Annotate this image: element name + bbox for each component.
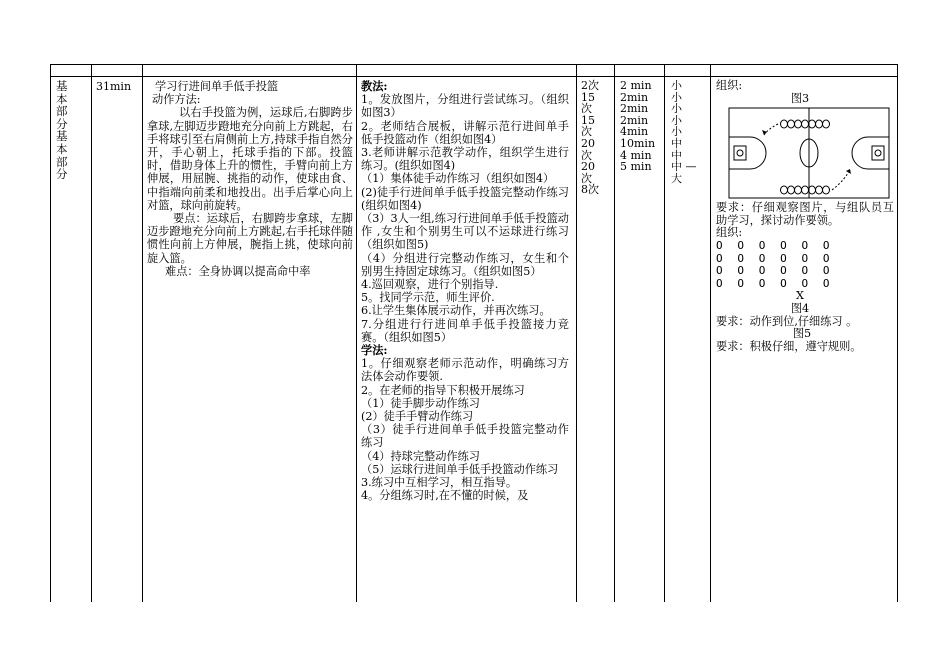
duration-value: 4min — [620, 125, 649, 139]
teach-item: （1）集体徒手动作练习（组织如图4） — [361, 172, 555, 186]
col-border-1 — [91, 64, 92, 602]
repetitions — [581, 80, 607, 196]
teach-item: 6.让学生集体展示动作，并再次练习。 — [361, 304, 551, 318]
learn-item: （5）运球行进间单手低手投篮动作练习 — [361, 462, 559, 476]
learn-heading: 学法: — [361, 343, 388, 358]
intensity-value: 中 — [671, 136, 682, 150]
learn-item: （4）持球完整动作练习 — [361, 449, 480, 463]
repetition-value: 次 — [581, 125, 592, 139]
repetition-value: 15 — [581, 90, 595, 104]
learn-item: 4。分组练习时,在不懂的时候，及 — [361, 489, 529, 503]
col-border-4 — [576, 64, 577, 602]
teach-heading: 教法: — [361, 79, 388, 93]
durations — [620, 80, 660, 173]
teach-item: 3.老师讲解示范教学动作，组织学生进行练习。(组织如图4) — [361, 146, 569, 173]
content-title: 学习行进间单手低手投篮 — [155, 80, 279, 93]
formation-row: O O O O O O — [716, 276, 830, 290]
teach-item: 7.分组进行行进间单手低手投篮接力竞赛。（组织如图5） — [361, 317, 569, 344]
teach-item: 1。发放图片，分组进行尝试练习。（组织如图3） — [361, 93, 569, 120]
teach-item: 2。老师结合展板，讲解示范行进间单手低手投篮动作（组织如图4） — [361, 119, 569, 146]
organization — [716, 80, 894, 353]
teacher-mark: X — [796, 289, 804, 303]
col-border-2 — [142, 64, 143, 602]
table-top-border — [50, 64, 898, 65]
col-border-3 — [356, 64, 357, 602]
duration-value: 5 min — [620, 160, 652, 174]
intensity-value: 小 — [671, 125, 682, 139]
duration-value: 2min — [620, 113, 649, 127]
duration-value: 10min — [620, 136, 656, 150]
intensity-value: 中 — [671, 148, 682, 162]
basketball-court-diagram — [728, 107, 890, 199]
intensity-value: 小 — [671, 90, 682, 104]
formation-row: O O O O O O — [716, 238, 830, 252]
learn-item: 2。在老师的指导下积极开展练习 — [361, 383, 525, 397]
learn-item: （1）徒手脚步动作练习 — [361, 396, 480, 410]
requirement-1: 要求：仔细观察图片，与组队员互助学习，探讨动作要领。 — [716, 201, 894, 227]
org-label-2: 组织: — [716, 226, 743, 240]
requirement-2: 要求：动作到位,仔细练习 。 — [716, 314, 858, 328]
table-header-divider — [50, 76, 898, 77]
teach-item: （3）3人一组,练习行进间单手低手投篮动作 ,女生和个别男生可以不运球进行练习（组织如图5) — [361, 212, 569, 252]
learn-items — [361, 357, 569, 502]
learn-item: 3.练习中互相学习，相互指导。 — [361, 476, 518, 490]
teaching-content — [147, 80, 353, 278]
formation-grid — [716, 240, 894, 290]
learn-item: 1。仔细观察老师示范动作，明确练习方法体会动作要领. — [361, 357, 569, 384]
learn-item: （3）徒手行进间单手低手投篮完整动作练习 — [361, 423, 569, 450]
formation-row: O O O O O O — [716, 264, 830, 278]
formation-row: O O O O O O — [716, 251, 830, 265]
teach-item: 5。找同学示范，师生评价. — [361, 291, 495, 305]
section-label: 基本部分基本部分 — [56, 79, 68, 182]
repetition-value: 20 — [581, 160, 595, 174]
repetition-value: 20 — [581, 136, 595, 150]
intensity-value: 小 — [671, 113, 682, 127]
teach-item: 4.巡回观察，进行个别指导. — [361, 278, 499, 292]
repetition-value: 次 — [581, 171, 592, 185]
teaching-methods — [361, 80, 569, 503]
repetition-value: 8次 — [581, 183, 599, 197]
col-border-8 — [897, 64, 898, 602]
teach-items — [361, 93, 569, 344]
teach-item: (2)徒手行进间单手低手投篮完整动作练习(组织如图4) — [361, 185, 569, 212]
intensity-value: 中 — — [671, 160, 697, 174]
col-border-5 — [614, 64, 615, 602]
fig3-caption: 图3 — [790, 91, 810, 105]
method-text: 以右手投篮为例，运球后,右脚跨步拿球,左脚迈步蹬地充分向前上方跳起，右手将球引至右肩侧前上方,持球手指自然分开，手心朝上，托球手指的下部。投篮时，借助身体上升的惯性，手臂向前上方伸展，用屈腕、挑指的动作，使球由食、中指端向前柔和地投出。出手后掌心向上对篮，球向前旋转。 — [147, 106, 353, 212]
requirement-3: 要求：积极仔细，遵守规则。 — [716, 339, 862, 353]
teach-item: （4）分组进行完整动作练习，女生和个别男生持固定球练习。（组织如图5） — [361, 251, 569, 278]
col-border-0 — [50, 64, 51, 602]
intensity-value: 大 — [671, 171, 682, 185]
duration-value: 2min — [620, 102, 649, 116]
repetition-value: 15 — [581, 113, 595, 127]
difficulty: 难点：全身协调以提高命中率 — [165, 264, 311, 278]
intensity-value: 小 — [671, 102, 682, 116]
fig4-caption: 图4 — [790, 301, 810, 315]
learn-item: (2）徒手手臂动作练习 — [361, 410, 474, 424]
intensity — [671, 80, 711, 184]
fig5-caption: 图5 — [792, 327, 812, 341]
org-label-1: 组织: — [716, 79, 743, 92]
method-title: 动作方法: — [152, 93, 201, 107]
repetition-value: 次 — [581, 102, 592, 116]
col-border-6 — [664, 64, 665, 602]
intensity-value: 小 — [671, 79, 682, 92]
duration-value: 2min — [620, 90, 649, 104]
repetition-value: 次 — [581, 148, 592, 162]
duration-value: 4 min — [620, 148, 652, 162]
duration-value: 2 min — [620, 79, 652, 92]
key-points: 要点：运球后，右脚跨步拿球，左脚迈步蹬地充分向前上方跳起,右手托球伴随惯性向前上方伸展，腕指上挑，使球向前旋入篮。 — [147, 212, 353, 265]
section-time: 31min — [96, 80, 132, 93]
repetition-value: 2次 — [581, 79, 599, 92]
